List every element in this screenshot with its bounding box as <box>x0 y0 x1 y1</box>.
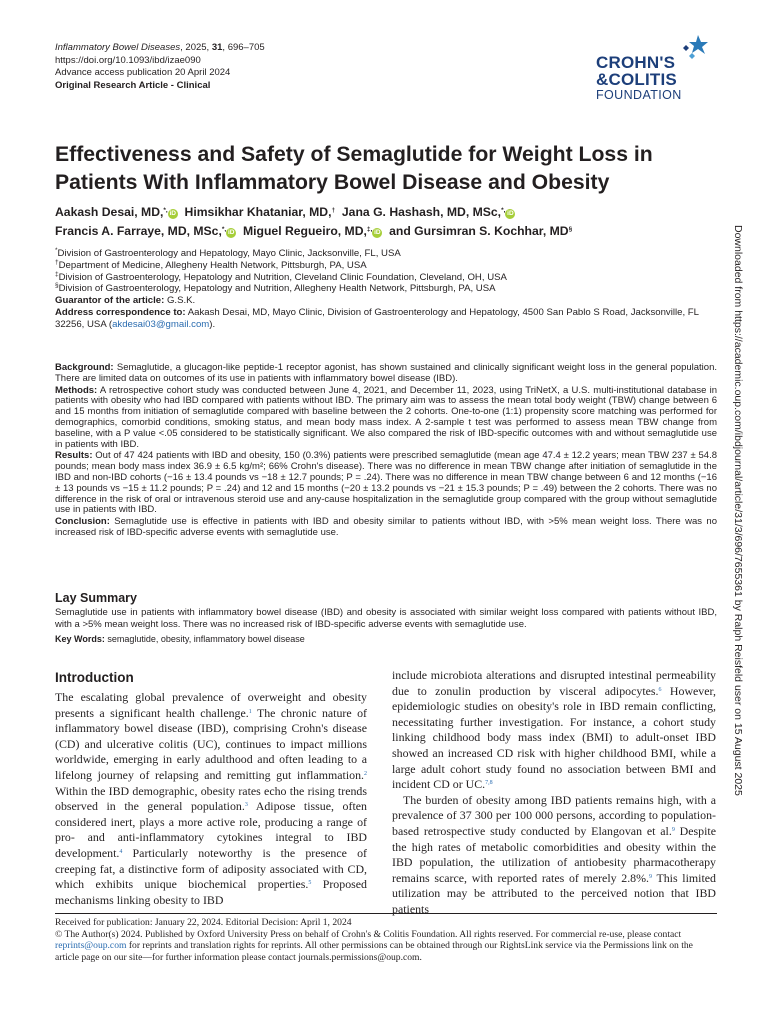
affiliation-item: §Division of Gastroenterology, Hepatology and Nutrition, Allegheny Health Network, Pittsburgh, PA, USA <box>55 282 496 295</box>
publication-footer <box>55 917 719 964</box>
citation-ref[interactable]: 5 <box>308 880 312 887</box>
copyright-notice: © The Author(s) 2024. Published by Oxford University Press on behalf of Crohn's & Colitis Foundation. All rights reserved. For commercial re-use, please contact reprints@oup.com for reprints and translation rights for reprints. All other permissions can be obtained through our RightsLink service via the Permissions link on the article page on our site—for further information please contact journals.permissions@oup.com. <box>55 928 693 964</box>
article-title: Effectiveness and Safety of Semaglutide for Weight Loss in Patients With Inflammatory Bowel Disease and Obesity <box>55 143 653 194</box>
citation-ref[interactable]: 2 <box>364 770 367 777</box>
citation-ref[interactable]: 4 <box>119 848 123 855</box>
introduction-heading: Introduction <box>55 670 134 685</box>
article-type: Original Research Article - Clinical <box>55 79 211 91</box>
orcid-icon[interactable]: iD <box>507 210 514 217</box>
received-line: Received for publication: January 22, 2024. Editorial Decision: April 1, 2024 <box>55 917 352 928</box>
doi-link[interactable]: https://doi.org/10.1093/ibd/izae090 <box>55 54 201 66</box>
author-1[interactable]: Aakash Desai, MD, <box>55 205 164 219</box>
citation-ref[interactable]: 1 <box>248 708 252 715</box>
citation-ref[interactable]: 9 <box>649 873 652 880</box>
citation-ref[interactable]: 6 <box>658 686 662 693</box>
affiliations <box>55 248 715 331</box>
advance-access: Advance access publication 20 April 2024 <box>55 67 231 79</box>
affiliation-item: †Department of Medicine, Allegheny Health Network, Pittsburgh, PA, USA <box>55 258 367 271</box>
lay-summary-heading: Lay Summary <box>55 591 137 605</box>
abstract-methods: Methods: A retrospective cohort study was conducted between June 4, 2021, and December 11, 2023, using TriNetX, a U.S. multi-institutional database in patients with obesity who had IBD compared with patients without IBD. The primary aim was to assess the mean total body weight (TBW) change between 6 and 15 months from initiation of semaglutide compared with baseline between the 2 cohorts. One-to-one (1:1) propensity score matching was performed for demographics, comorbid conditions, smoking status, and mean body mass index. A 2-sample t test was performed to assess mean TBW change from baseline, with a P value <.05 considered to be statistically significant. We also compared the risk of IBD-specific outcomes with and without semaglutide use in patients with IBD. <box>55 384 717 450</box>
author-5-mark: ‡, <box>366 225 373 233</box>
reprints-email-link[interactable]: reprints@oup.com <box>55 940 127 952</box>
author-6[interactable]: and Gursimran S. Kochhar, MD <box>389 223 569 238</box>
orcid-icon[interactable]: iD <box>227 228 235 236</box>
orcid-icon[interactable]: iD <box>169 210 176 217</box>
author-3-mark: *, <box>501 207 506 214</box>
abstract-conclusion: Conclusion: Semaglutide use is effective in patients with IBD and obesity similar to patients without IBD, with >5% mean weight loss. There was no increased risk of IBD-specific adverse events with semaglutide use. <box>55 516 717 538</box>
footer-divider <box>55 913 717 914</box>
author-1-mark: *, <box>163 207 168 214</box>
download-note: Downloaded from https://academic.oup.com/ibdjournal/article/31/3/696/7655361 by Ralph Reisfeld user on 15 August 2025 <box>732 225 744 796</box>
logo-star-icon <box>680 33 712 63</box>
author-2[interactable]: Himsikhar Khataniar, MD, <box>184 205 332 219</box>
abstract-background: Background: Semaglutide, a glucagon-like peptide-1 receptor agonist, has shown sustained and clinically significant weight loss in the general population. There are limited data on outcomes of its use in patients with inflammatory bowel disease (IBD). <box>55 362 717 384</box>
logo-line-2: &COLITIS <box>596 70 677 89</box>
abstract-results: Results: Out of 47 424 patients with IBD and obesity, 150 (0.3%) patients were prescribed semaglutide (mean age 47.4 ± 12.2 years; mean TBW 237 ± 54.8 pounds; mean body mass index 36.9 ± 6.5 kg/m²; 66% Crohn's disease). There was no difference in mean TBW change after initiation of semaglutide in the IBD and non-IBD cohorts (−16 ± 13.4 pounds vs −18 ± 12.7 pounds; P = .24). There was no difference in mean TBW change between 6 and 12 months (−16 ± 13 pounds vs −15 ± 11.2 pounds; P = .24) and 12 and 15 months (−20 ± 13.2 pounds vs −21 ± 15.3 pounds; P = .49) between the 2 cohorts. There was no difference in the risk of oral or intravenous steroid use and any-cause hospitalization in the semaglutide group compared with the group without semaglutide use in patients with IBD. <box>55 450 717 516</box>
journal-name: Inflammatory Bowel Diseases <box>55 42 181 53</box>
volume: 31 <box>211 42 223 53</box>
author-4[interactable]: Francis A. Farraye, MD, MSc, <box>55 223 222 238</box>
guarantor-line: Guarantor of the article: G.S.K. <box>55 295 196 307</box>
author-5[interactable]: Miguel Regueiro, MD, <box>242 223 367 238</box>
correspondence-line: Address correspondence to: Aakash Desai, MD, Mayo Clinic, Division of Gastroenterology and Hepatology, 4500 San Pablo S Road, Jacksonville, FL 32256, USA (akdesai03@gmail.com). <box>55 306 699 330</box>
abstract <box>55 363 717 540</box>
lay-summary-text: Semaglutide use in patients with inflammatory bowel disease (IBD) and obesity is associated with similar weight loss compared with patients without IBD, with a >5% mean weight loss. There was no increased risk of IBD-specific adverse events with semaglutide use. <box>55 607 717 630</box>
intro-column-2 <box>392 668 716 918</box>
intro-paragraph: include microbiota alterations and disrupted intestinal permeability due to zonulin production by visceral adipocytes.$^6$ However, epidemiologic studies on obesity's role in IBD remain conflicting, necessitating further investigation. For instance, a cohort study linking childhood body mass index (BMI) to adult-onset IBD showed an increased CD risk with higher childhood BMI, while a large adult cohort study found no association between BMI and incident CD or UC.$^{7,8}$ <box>392 668 716 792</box>
citation-ref[interactable]: 9 <box>671 826 675 833</box>
logo-line-3: FOUNDATION <box>596 88 682 102</box>
page-range: , 696–705 <box>222 42 265 53</box>
logo-line-1: CROHN'S <box>596 53 676 72</box>
correspondence-email-link[interactable]: akdesai03@gmail.com <box>112 318 210 330</box>
citation-ref[interactable]: 3 <box>244 802 248 809</box>
author-4-mark: *, <box>221 225 227 233</box>
crohns-colitis-logo <box>596 33 716 105</box>
intro-column-1 <box>55 690 367 908</box>
author-3[interactable]: Jana G. Hashash, MD, MSc, <box>341 205 502 219</box>
intro-paragraph: The burden of obesity among IBD patients remains high, with a prevalence of 37 300 per 100 000 persons, according to population-based retrospective study conducted by Elangovan et al.$^9$ Despite the high rates of metabolic comorbidities and obesity within the IBD population, the utilization of antiobesity pharmacotherapy remains scarce, with reported rates of merely 2.8%.$^9$ This limited utilization may be attributed to the perceived notion that IBD patients <box>392 792 717 916</box>
journal-header <box>55 42 265 92</box>
orcid-icon[interactable]: iD <box>374 228 381 236</box>
keywords: Key Words: semaglutide, obesity, inflammatory bowel disease <box>55 634 305 644</box>
author-6-mark: § <box>568 225 573 233</box>
download-watermark <box>728 225 746 796</box>
affiliation-item: ‡Division of Gastroenterology, Hepatology and Nutrition, Cleveland Clinic Foundation, Cleveland, OH, USA <box>55 270 507 283</box>
author-list <box>55 203 715 240</box>
citation-ref[interactable]: 7,8 <box>485 780 493 787</box>
affiliation-item: *Division of Gastroenterology and Hepatology, Mayo Clinic, Jacksonville, FL, USA <box>55 247 401 259</box>
intro-paragraph: The escalating global prevalence of overweight and obesity presents a significant health challenge.$^1$ The chronic nature of inflammatory bowel disease (IBD), comprising Crohn's disease (CD) and ulcerative colitis (UC), continues to impact millions worldwide, emerging in early adulthood and often leading to a lifelong journey of relapsing and remitting gut inflammation.$^2$ Within the IBD demographic, obesity rates echo the rising trends observed in the general population.$^3$ Adipose tissue, often considered inert, plays a more active role, producing a range of pro- and anti-inflammatory cytokines integral to IBD development.$^4$ Particularly noteworthy is the presence of creeping fat, a distinctive form of adiposity associated with CD, which exhibits unique biochemical properties.$^5$ Proposed mechanisms linking obesity to IBD <box>55 690 367 907</box>
author-2-mark: † <box>331 207 336 214</box>
citation-text: , 2025, <box>180 42 212 53</box>
